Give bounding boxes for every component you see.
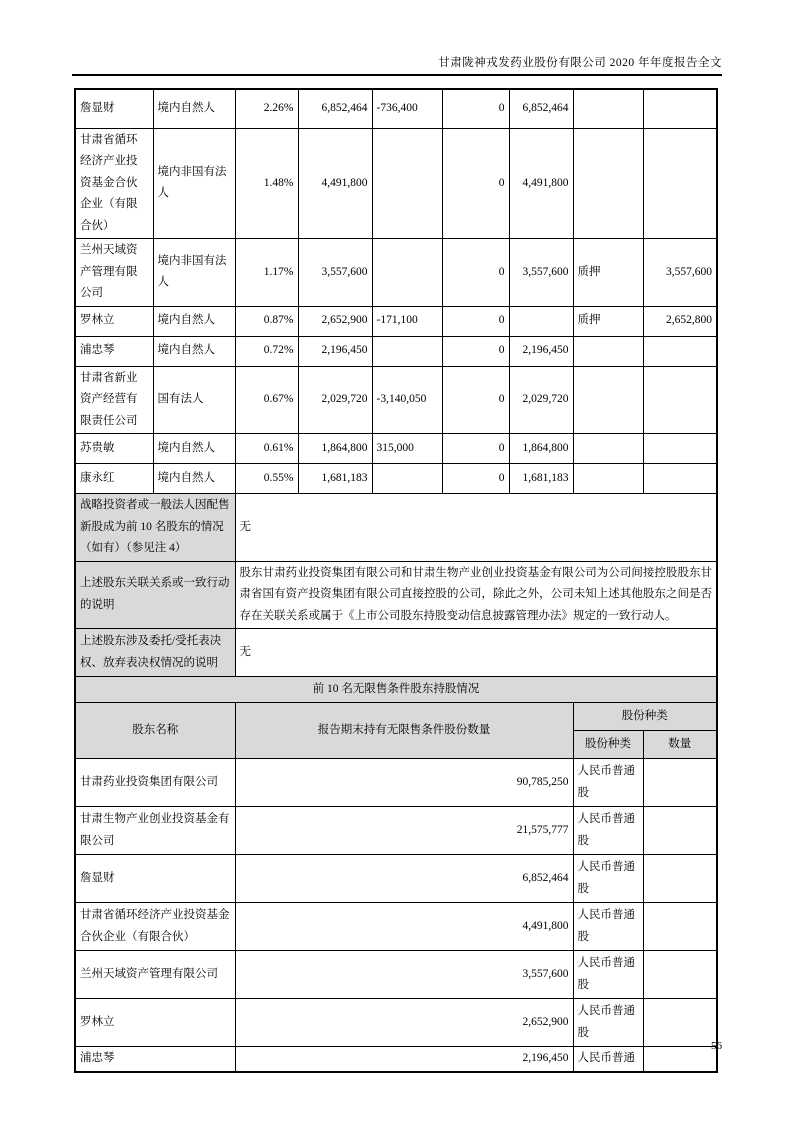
page-number: 56 — [711, 1040, 722, 1052]
shareholder-nature: 境内自然人 — [153, 434, 235, 464]
note-label: 上述股东涉及委托/受托表决权、放弃表决权情况的说明 — [75, 629, 235, 677]
unrestricted-shares: 6,852,464 — [235, 855, 573, 903]
share-type: 人民币普通股 — [573, 855, 643, 903]
shareholder-name: 罗林立 — [75, 306, 153, 336]
unrestricted-shares: 2,196,450 — [235, 1047, 573, 1072]
shares-end: 4,491,800 — [298, 128, 372, 239]
holding-ratio: 0.67% — [235, 366, 298, 434]
pledge-status — [573, 434, 643, 464]
shareholder-name: 兰州天域资产管理有限公司 — [75, 951, 235, 999]
note-label: 战略投资者或一般法人因配售新股成为前 10 名股东的情况（如有）（参见注 4） — [75, 494, 235, 562]
limited-shares: 0 — [442, 336, 509, 366]
pledge-status — [573, 89, 643, 128]
holding-ratio: 0.55% — [235, 464, 298, 494]
shareholder-name: 甘肃省循环经济产业投资基金合伙企业（有限合伙） — [75, 903, 235, 951]
shareholders-table — [74, 88, 718, 1073]
shares-end: 2,029,720 — [298, 366, 372, 434]
col-header-name: 股东名称 — [75, 703, 235, 759]
limited-shares: 0 — [442, 434, 509, 464]
holding-ratio: 0.87% — [235, 306, 298, 336]
limited-shares: 0 — [442, 306, 509, 336]
table-row — [75, 306, 717, 336]
share-type: 人民币普通股 — [573, 999, 643, 1047]
shares-change — [372, 239, 442, 307]
pledge-qty: 2,652,800 — [643, 306, 717, 336]
pledge-status — [573, 366, 643, 434]
unrestricted-shares: 4,491,800 — [235, 903, 573, 951]
shares-change: -171,100 — [372, 306, 442, 336]
shares-change: 315,000 — [372, 434, 442, 464]
shareholder-name: 兰州天域资产管理有限公司 — [75, 239, 153, 307]
section-title: 前 10 名无限售条件股东持股情况 — [75, 677, 717, 703]
shares-end: 2,196,450 — [298, 336, 372, 366]
limited-shares: 0 — [442, 239, 509, 307]
pledge-status — [573, 336, 643, 366]
table-row — [75, 128, 717, 239]
section-header-row — [75, 677, 717, 703]
shareholder-name: 甘肃药业投资集团有限公司 — [75, 759, 235, 807]
share-type: 人民币普通 — [573, 1047, 643, 1072]
shareholder-name: 甘肃省新业资产经营有限责任公司 — [75, 366, 153, 434]
note-value: 股东甘肃药业投资集团有限公司和甘肃生物产业创业投资基金有限公司为公司间接控股股东甘肃省国有资产投资集团有限公司直接控股的公司，除此之外，公司未知上述其他股东之间是否存在关联关系或属于《上市公司股东持股变动信息披露管理办法》规定的一致行动人。 — [235, 561, 717, 629]
pledge-status — [573, 464, 643, 494]
table-row — [75, 759, 717, 807]
shares-end: 1,681,183 — [298, 464, 372, 494]
limited-shares: 0 — [442, 89, 509, 128]
note-row — [75, 561, 717, 629]
table-row — [75, 239, 717, 307]
shareholder-name: 浦忠琴 — [75, 336, 153, 366]
note-row — [75, 629, 717, 677]
pledge-qty — [643, 464, 717, 494]
holding-ratio: 2.26% — [235, 89, 298, 128]
pledge-qty — [643, 434, 717, 464]
holding-ratio: 0.72% — [235, 336, 298, 366]
header-divider — [72, 74, 722, 76]
share-qty — [643, 903, 717, 951]
unlimited-shares: 4,491,800 — [509, 128, 573, 239]
note-label: 上述股东关联关系或一致行动的说明 — [75, 561, 235, 629]
unrestricted-shares: 90,785,250 — [235, 759, 573, 807]
pledge-qty — [643, 89, 717, 128]
table-row — [75, 434, 717, 464]
shares-end: 1,864,800 — [298, 434, 372, 464]
share-qty — [643, 807, 717, 855]
shareholder-nature: 境内非国有法人 — [153, 239, 235, 307]
shareholder-name: 甘肃生物产业创业投资基金有限公司 — [75, 807, 235, 855]
shareholder-name: 甘肃省循环经济产业投资基金合伙企业（有限合伙） — [75, 128, 153, 239]
share-qty — [643, 855, 717, 903]
share-type: 人民币普通股 — [573, 759, 643, 807]
shares-end: 3,557,600 — [298, 239, 372, 307]
table-row — [75, 366, 717, 434]
shareholder-nature: 国有法人 — [153, 366, 235, 434]
pledge-qty — [643, 128, 717, 239]
unlimited-shares: 6,852,464 — [509, 89, 573, 128]
limited-shares: 0 — [442, 464, 509, 494]
shares-end: 6,852,464 — [298, 89, 372, 128]
unlimited-shares: 1,681,183 — [509, 464, 573, 494]
note-value: 无 — [235, 629, 717, 677]
table-row — [75, 951, 717, 999]
unlimited-shares: 2,196,450 — [509, 336, 573, 366]
pledge-status — [573, 128, 643, 239]
holding-ratio: 0.61% — [235, 434, 298, 464]
col-header-type: 股份种类 — [573, 731, 643, 759]
shareholder-name: 浦忠琴 — [75, 1047, 235, 1072]
shares-change — [372, 128, 442, 239]
table-row — [75, 807, 717, 855]
shareholder-name: 苏贵敏 — [75, 434, 153, 464]
shareholder-nature: 境内自然人 — [153, 89, 235, 128]
unlimited-shares — [509, 306, 573, 336]
unrestricted-shares: 2,652,900 — [235, 999, 573, 1047]
holding-ratio: 1.48% — [235, 128, 298, 239]
shares-end: 2,652,900 — [298, 306, 372, 336]
shareholder-name: 康永红 — [75, 464, 153, 494]
share-qty — [643, 759, 717, 807]
col-header-type-group: 股份种类 — [573, 703, 717, 731]
shareholder-nature: 境内自然人 — [153, 306, 235, 336]
note-value: 无 — [235, 494, 717, 562]
pledge-qty — [643, 336, 717, 366]
limited-shares: 0 — [442, 366, 509, 434]
col-header-qty: 数量 — [643, 731, 717, 759]
pledge-status: 质押 — [573, 239, 643, 307]
unlimited-shares: 3,557,600 — [509, 239, 573, 307]
col-header-shares: 报告期末持有无限售条件股份数量 — [235, 703, 573, 759]
shareholder-nature: 境内非国有法人 — [153, 128, 235, 239]
unrestricted-shares: 3,557,600 — [235, 951, 573, 999]
share-type: 人民币普通股 — [573, 951, 643, 999]
pledge-qty — [643, 366, 717, 434]
table-row — [75, 464, 717, 494]
unlimited-shares: 2,029,720 — [509, 366, 573, 434]
pledge-status: 质押 — [573, 306, 643, 336]
table-row — [75, 855, 717, 903]
shareholder-nature: 境内自然人 — [153, 464, 235, 494]
share-type: 人民币普通股 — [573, 903, 643, 951]
column-header-row — [75, 703, 717, 731]
limited-shares: 0 — [442, 128, 509, 239]
shares-change — [372, 464, 442, 494]
shares-change: -736,400 — [372, 89, 442, 128]
table-row — [75, 903, 717, 951]
pledge-qty: 3,557,600 — [643, 239, 717, 307]
shares-change: -3,140,050 — [372, 366, 442, 434]
shareholder-name: 詹显财 — [75, 89, 153, 128]
shareholder-name: 罗林立 — [75, 999, 235, 1047]
shares-change — [372, 336, 442, 366]
report-header-title: 甘肃陇神戎发药业股份有限公司 2020 年年度报告全文 — [438, 57, 722, 69]
unlimited-shares: 1,864,800 — [509, 434, 573, 464]
shareholder-name: 詹显财 — [75, 855, 235, 903]
table-row — [75, 89, 717, 128]
table-row — [75, 336, 717, 366]
note-row — [75, 494, 717, 562]
share-type: 人民币普通股 — [573, 807, 643, 855]
holding-ratio: 1.17% — [235, 239, 298, 307]
share-qty — [643, 951, 717, 999]
shareholder-nature: 境内自然人 — [153, 336, 235, 366]
unrestricted-shares: 21,575,777 — [235, 807, 573, 855]
